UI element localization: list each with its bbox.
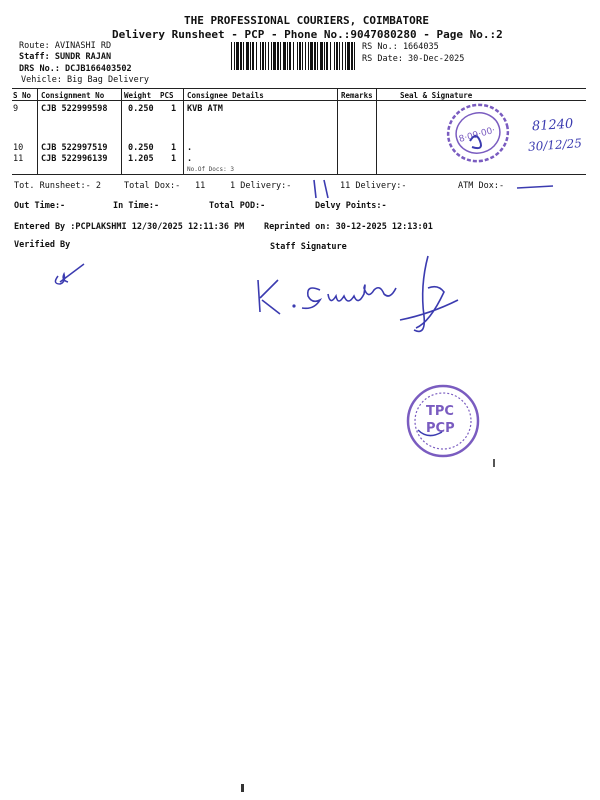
row1-consignment: CJB 522999598 [41, 104, 108, 114]
in-time-label: In Time:- [113, 201, 160, 211]
row2-weight: 0.250 [128, 143, 154, 153]
row1-consignee: KVB ATM [187, 104, 223, 114]
row3-consignment: CJB 522996139 [41, 154, 108, 164]
svg-text:TPC: TPC [426, 404, 454, 419]
verified-by-signature [48, 262, 88, 288]
handwritten-tick-mark [310, 178, 340, 200]
svg-text:PCP: PCP [426, 421, 455, 436]
vehicle-label: Vehicle: Big Bag Delivery [21, 75, 149, 85]
header-consignment: Consignment No [41, 91, 105, 100]
col-divider [37, 88, 38, 174]
header-seal: Seal & Signature [400, 91, 473, 100]
drs-number: DRS No.: DCJB166403502 [19, 64, 132, 74]
handwritten-seal-date: 30/12/25 [527, 136, 583, 154]
header-weight: Weight [124, 91, 152, 100]
table-bottom-rule [12, 174, 586, 175]
company-title: THE PROFESSIONAL COURIERS, COIMBATORE [184, 14, 430, 27]
row1-weight: 0.250 [128, 104, 154, 114]
delvy-points-label: Delvy Points:- [315, 201, 387, 211]
row2-consignee: . [187, 143, 193, 153]
header-pcs: PCS [160, 91, 174, 100]
staff-label: Staff: SUNDR RAJAN [19, 52, 112, 62]
total-dox-label: Total Dox:- [124, 181, 181, 191]
row2-sno: 10 [13, 143, 24, 153]
row1-sno: 9 [13, 104, 19, 114]
table-top-rule [12, 88, 586, 89]
docs-count-note: No.Of Docs: 3 [187, 166, 234, 173]
total-pod-label: Total POD:- [209, 201, 266, 211]
total-dox-value: 11 [195, 181, 206, 191]
delivery-1-label: 1 Delivery:- [230, 181, 292, 191]
entered-by: Entered By :PCPLAKSHMI 12/30/2025 12:11:36 PM [14, 222, 245, 232]
row1-pcs: 1 [171, 104, 177, 114]
route-label: Route: AVINASHI RD [19, 41, 112, 51]
col-divider [337, 88, 338, 174]
company-round-stamp [404, 382, 482, 460]
col-divider [376, 88, 377, 174]
runsheet-title: Delivery Runsheet - PCP - Phone No.:9047080280 - Page No.:2 [112, 28, 503, 41]
barcode-image [231, 42, 357, 70]
rs-number: RS No.: 1664035 [362, 42, 439, 52]
staff-signature-label: Staff Signature [270, 242, 347, 252]
stray-mark [241, 784, 244, 792]
stray-mark [493, 459, 495, 467]
atm-dox-label: ATM Dox:- [458, 181, 505, 191]
header-remarks: Remarks [341, 91, 373, 100]
row2-consignment: CJB 522997519 [41, 143, 108, 153]
row3-consignee: . [187, 154, 193, 164]
delivery-2-label: 11 Delivery:- [340, 181, 407, 191]
row3-pcs: 1 [171, 154, 177, 164]
handwritten-seal-time: 81240 [531, 116, 574, 135]
row2-pcs: 1 [171, 143, 177, 153]
row3-weight: 1.205 [128, 154, 154, 164]
col-divider [121, 88, 122, 174]
row3-sno: 11 [13, 154, 24, 164]
staff-signature-scribble [250, 250, 460, 340]
reprinted-on: Reprinted on: 30-12-2025 12:13:01 [264, 222, 433, 232]
header-consignee: Consignee Details [187, 91, 264, 100]
out-time-label: Out Time:- [14, 201, 66, 211]
tot-runsheet: Tot. Runsheet:- 2 [14, 181, 101, 191]
header-sno: S No [13, 91, 32, 100]
rs-date: RS Date: 30-Dec-2025 [362, 54, 465, 64]
verified-by-label: Verified By [14, 240, 71, 250]
received-seal-stamp [440, 97, 520, 171]
col-divider [183, 88, 184, 174]
handwritten-dash-mark [515, 182, 555, 192]
svg-text:8·09·00·: 8·09·00· [457, 125, 497, 145]
